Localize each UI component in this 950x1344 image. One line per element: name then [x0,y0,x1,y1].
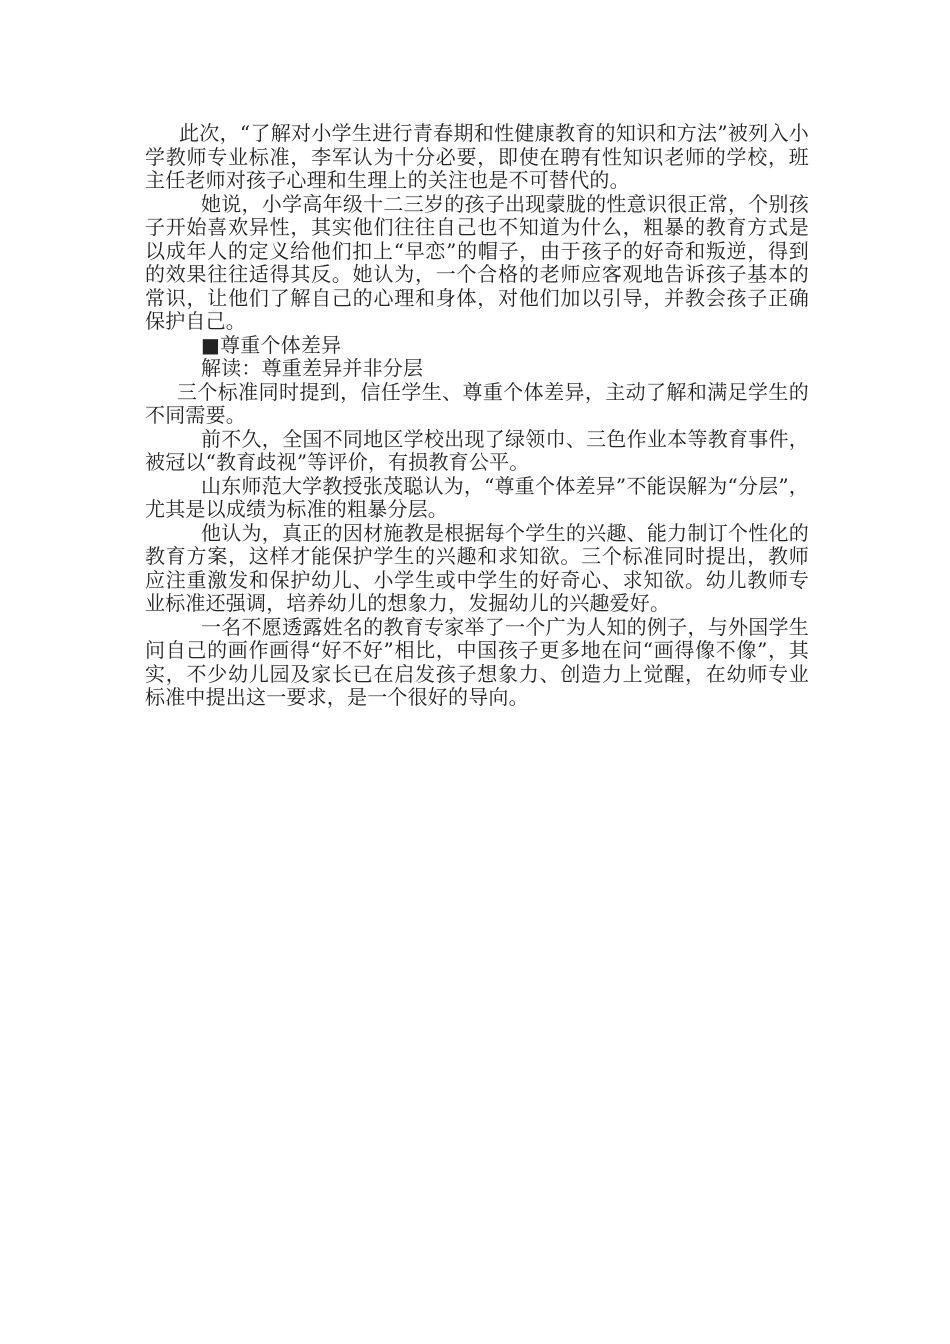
paragraph-professor-view: 山东师范大学教授张茂聪认为，“尊重个体差异”不能误解为“分层”，尤其是以成绩为标准的粗暴分层。 [145,473,809,521]
paragraph-expert-example: 一名不愿透露姓名的教育专家举了一个广为人知的例子，与外国学生问自己的画作画得“好不好”相比，中国孩子更多地在问“画得像不像”，其实，不少幼儿园及家长已在启发孩子想象力、创造力上觉醒，在幼师专业标准中提出这一要求，是一个很好的导向。 [145,614,809,709]
paragraph-standards: 三个标准同时提到，信任学生、尊重个体差异，主动了解和满足学生的不同需要。 [145,379,809,427]
paragraph-her-view: 她说，小学高年级十二三岁的孩子出现蒙胧的性意识很正常，个别孩子开始喜欢异性，其实他们往往自己也不知道为什么，粗暴的教育方式是以成年人的定义给他们扣上“早恋”的帽子，由于孩子的好奇和叛逆，得到的效果往往适得其反。她认为，一个合格的老师应客观地告诉孩子基本的常识，让他们了解自己的心理和身体，对他们加以引导，并教会孩子正确保护自己。 [145,191,809,333]
paragraph-recent-events: 前不久，全国不同地区学校出现了绿领巾、三色作业本等教育事件，被冠以“教育歧视”等评价，有损教育公平。 [145,426,809,474]
section-subheading: 解读：尊重差异并非分层 [201,356,424,380]
paragraph-teaching-approach: 他认为，真正的因材施教是根据每个学生的兴趣、能力制订个性化的教育方案，这样才能保护学生的兴趣和求知欲。三个标准同时提出，教师应注重激发和保护幼儿、小学生或中学生的好奇心、求知欲。幼儿教师专业标准还强调，培养幼儿的想象力，发掘幼儿的兴趣爱好。 [145,520,809,615]
article-body [145,122,809,710]
paragraph-intro: 此次，“了解对小学生进行青春期和性健康教育的知识和方法”被列入小学教师专业标准，李军认为十分必要，即使在聘有性知识老师的学校，班主任老师对孩子心理和生理上的关注也是不可替代的。 [145,121,809,192]
section-heading: ■尊重个体差异 [201,332,342,357]
